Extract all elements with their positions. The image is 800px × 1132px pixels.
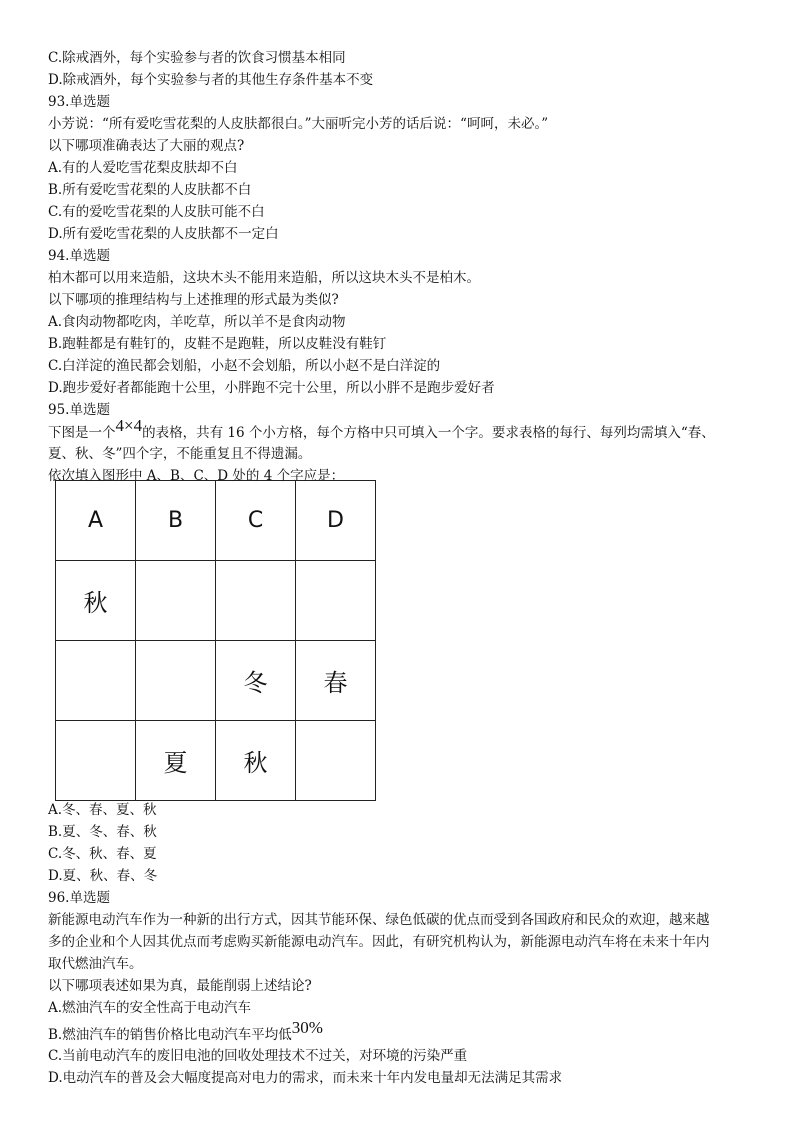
grid-row	[56, 561, 376, 641]
grid-cell-a: A	[56, 481, 136, 561]
option-b-q95: B.夏、冬、春、秋	[48, 824, 157, 840]
question-96-stem-line2: 多的企业和个人因其优点而考虑购买新能源电动汽车。因此，有研究机构认为，新能源电动汽车将在未来十年内	[48, 934, 710, 950]
grid-cell	[296, 721, 376, 801]
grid-cell: 春	[296, 641, 376, 721]
option-d-q95: D.夏、秋、春、冬	[48, 868, 158, 884]
question-96-stem-line3: 取代燃油汽车。	[48, 956, 143, 972]
question-95-stem-line2: 夏、秋、冬”四个字，不能重复且不得遗漏。	[48, 446, 312, 462]
grid-cell-c: C	[216, 481, 296, 561]
stem-text-post: 的表格，共有 16 个小方格，每个方格中只可填入一个字。要求表格的每行、每列均需填入“春、	[142, 425, 715, 441]
option-c-q96: C.当前电动汽车的废旧电池的回收处理技术不过关，对环境的污染严重	[48, 1048, 468, 1064]
grid-cell-d: D	[296, 481, 376, 561]
question-94-header: 94.单选题	[48, 248, 110, 264]
grid-cell	[56, 721, 136, 801]
formula-4x4: 4×4	[115, 416, 143, 435]
formula-30-percent: 30%	[291, 1018, 323, 1037]
question-96-stem-line1: 新能源电动汽车作为一种新的出行方式，因其节能环保、绿色低碳的优点而受到各国政府和民众的欢迎，越来越	[48, 912, 710, 928]
option-b-text: B.燃油汽车的销售价格比电动汽车平均低	[48, 1027, 292, 1043]
question-96-prompt: 以下哪项表述如果为真，最能削弱上述结论?	[48, 978, 312, 994]
option-a-q94: A.食肉动物都吃肉，羊吃草，所以羊不是食肉动物	[48, 314, 346, 330]
option-a-q95: A.冬、春、夏、秋	[48, 802, 157, 818]
season-grid	[55, 480, 376, 801]
grid-cell	[216, 561, 296, 641]
option-d-q92: D.除戒酒外，每个实验参与者的其他生存条件基本不变	[48, 72, 374, 88]
grid-cell	[56, 641, 136, 721]
option-b-q96	[48, 1018, 323, 1045]
grid-cell	[296, 561, 376, 641]
grid-cell: 秋	[216, 721, 296, 801]
option-d-q93: D.所有爱吃雪花梨的人皮肤都不一定白	[48, 226, 279, 242]
option-c-q95: C.冬、秋、春、夏	[48, 846, 157, 862]
grid-cell	[136, 641, 216, 721]
question-95-prompt: 依次填入图形中 A、B、C、D 处的 4 个字应是：	[48, 468, 345, 484]
stem-text-pre: 下图是一个	[48, 425, 116, 441]
option-d-q96: D.电动汽车的普及会大幅度提高对电力的需求，而未来十年内发电量却无法满足其需求	[48, 1070, 563, 1086]
option-c-q93: C.有的爱吃雪花梨的人皮肤可能不白	[48, 204, 265, 220]
grid-cell: 冬	[216, 641, 296, 721]
option-c-q92: C.除戒酒外，每个实验参与者的饮食习惯基本相同	[48, 50, 346, 66]
option-a-q93: A.有的人爱吃雪花梨皮肤却不白	[48, 160, 238, 176]
question-94-prompt: 以下哪项的推理结构与上述推理的形式最为类似?	[48, 292, 339, 308]
question-93-header: 93.单选题	[48, 94, 110, 110]
grid-cell: 夏	[136, 721, 216, 801]
question-93-stem: 小芳说：“所有爱吃雪花梨的人皮肤都很白。”大丽听完小芳的话后说：“呵呵，未必。”	[48, 116, 549, 132]
grid-cell: 秋	[56, 561, 136, 641]
grid-cell	[136, 561, 216, 641]
option-a-q96: A.燃油汽车的安全性高于电动汽车	[48, 1000, 252, 1016]
grid-row	[56, 481, 376, 561]
option-b-q93: B.所有爱吃雪花梨的人皮肤都不白	[48, 182, 252, 198]
grid-row	[56, 721, 376, 801]
question-95-stem-line1	[48, 416, 715, 443]
question-96-header: 96.单选题	[48, 890, 110, 906]
option-b-q94: B.跑鞋都是有鞋钉的，皮鞋不是跑鞋，所以皮鞋没有鞋钉	[48, 336, 387, 352]
question-94-stem: 柏木都可以用来造船，这块木头不能用来造船，所以这块木头不是柏木。	[48, 270, 480, 286]
option-d-q94: D.跑步爱好者都能跑十公里，小胖跑不完十公里，所以小胖不是跑步爱好者	[48, 380, 495, 396]
grid-cell-b: B	[136, 481, 216, 561]
question-93-prompt: 以下哪项准确表达了大丽的观点?	[48, 138, 245, 154]
option-c-q94: C.白洋淀的渔民都会划船，小赵不会划船，所以小赵不是白洋淀的	[48, 358, 441, 374]
grid-row	[56, 641, 376, 721]
question-95-header: 95.单选题	[48, 402, 110, 418]
